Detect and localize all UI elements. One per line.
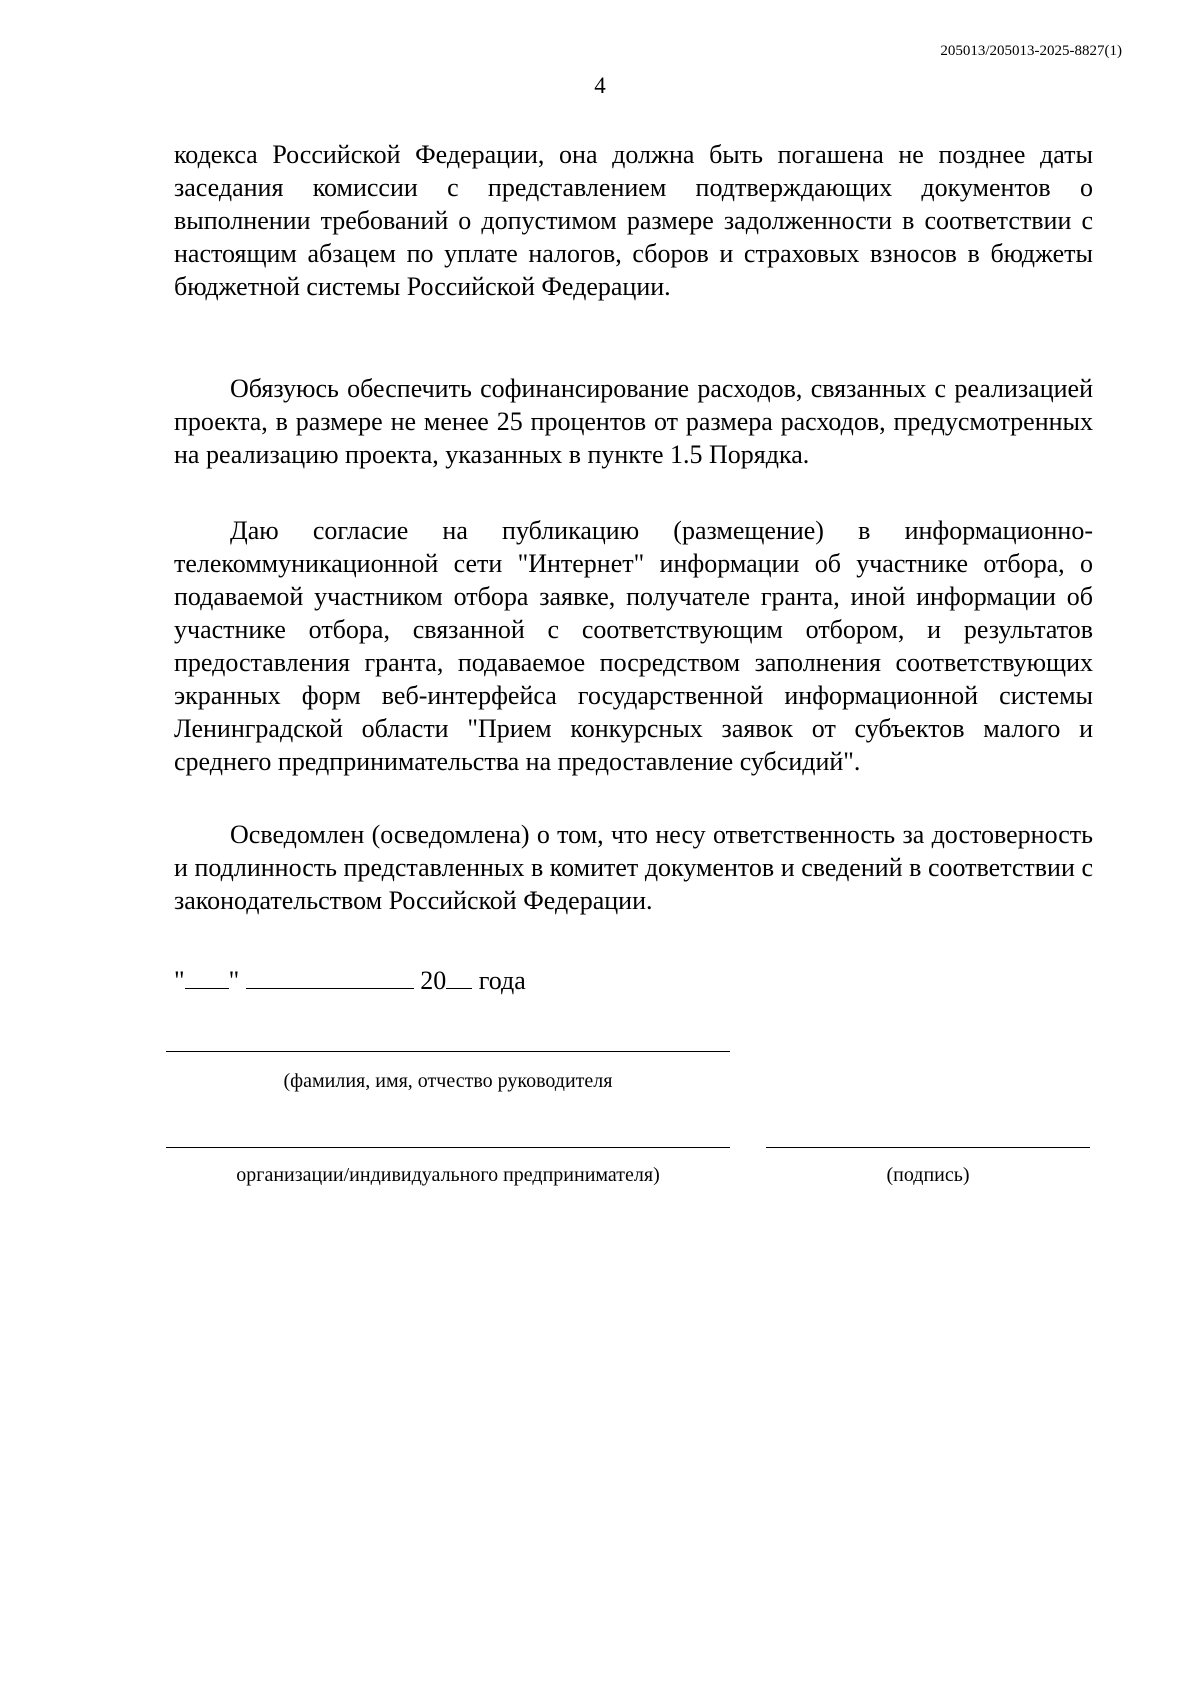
name-caption-2: организации/индивидуального предпринимателя) (236, 1164, 660, 1186)
date-open-quote: " (174, 966, 185, 995)
signature-line (766, 1147, 1090, 1148)
name-line-1 (166, 1051, 730, 1052)
date-field (174, 964, 526, 997)
name-caption-1: (фамилия, имя, отчество руководителя (283, 1070, 613, 1092)
date-close-quote: " (228, 966, 240, 995)
year-blank (446, 964, 472, 989)
month-blank (246, 964, 414, 989)
document-id: 205013/205013-2025-8827(1) (940, 43, 1122, 59)
page-number: 4 (594, 73, 606, 98)
paragraph-responsibility: Осведомлен (осведомлена) о том, что несу ответственность за достоверность и подлинность представленных в комитет документов и сведений в соответствии с законодательством Российской Федерации. (174, 820, 1093, 915)
paragraph-cofinancing: Обязуюсь обеспечить софинансирование расходов, связанных с реализацией проекта, в размере не менее 25 процентов от размера расходов, предусмотренных на реализацию проекта, указанных в пункте 1.5 Порядка. (174, 374, 1093, 469)
paragraph-publication-consent: Даю согласие на публикацию (размещение) в информационно-телекоммуникационной сети "Интернет" информации об участнике отбора, о подаваемой участником отбора заявке, получателе гранта, иной информации об участнике отбора, связанной с соответствующим отбором, и результатов предоставления гранта, подаваемое посредством заполнения соответствующих экранных форм веб-интерфейса государственной информационной системы Ленинградской области "Прием конкурсных заявок от субъектов малого и среднего предпринимательства на предоставление субсидий". (174, 516, 1093, 776)
signature-caption: (подпись) (886, 1164, 970, 1186)
paragraph-debt-repayment: кодекса Российской Федерации, она должна быть погашена не позднее даты заседания комиссии с представлением подтверждающих документов о выполнении требований о допустимом размере задолженности в соответствии с настоящим абзацем по уплате налогов, сборов и страховых взносов в бюджеты бюджетной системы Российской Федерации. (174, 140, 1093, 301)
year-prefix: 20 (420, 966, 447, 995)
day-blank (185, 964, 229, 989)
date-suffix: года (478, 966, 526, 995)
name-line-2 (166, 1147, 730, 1148)
